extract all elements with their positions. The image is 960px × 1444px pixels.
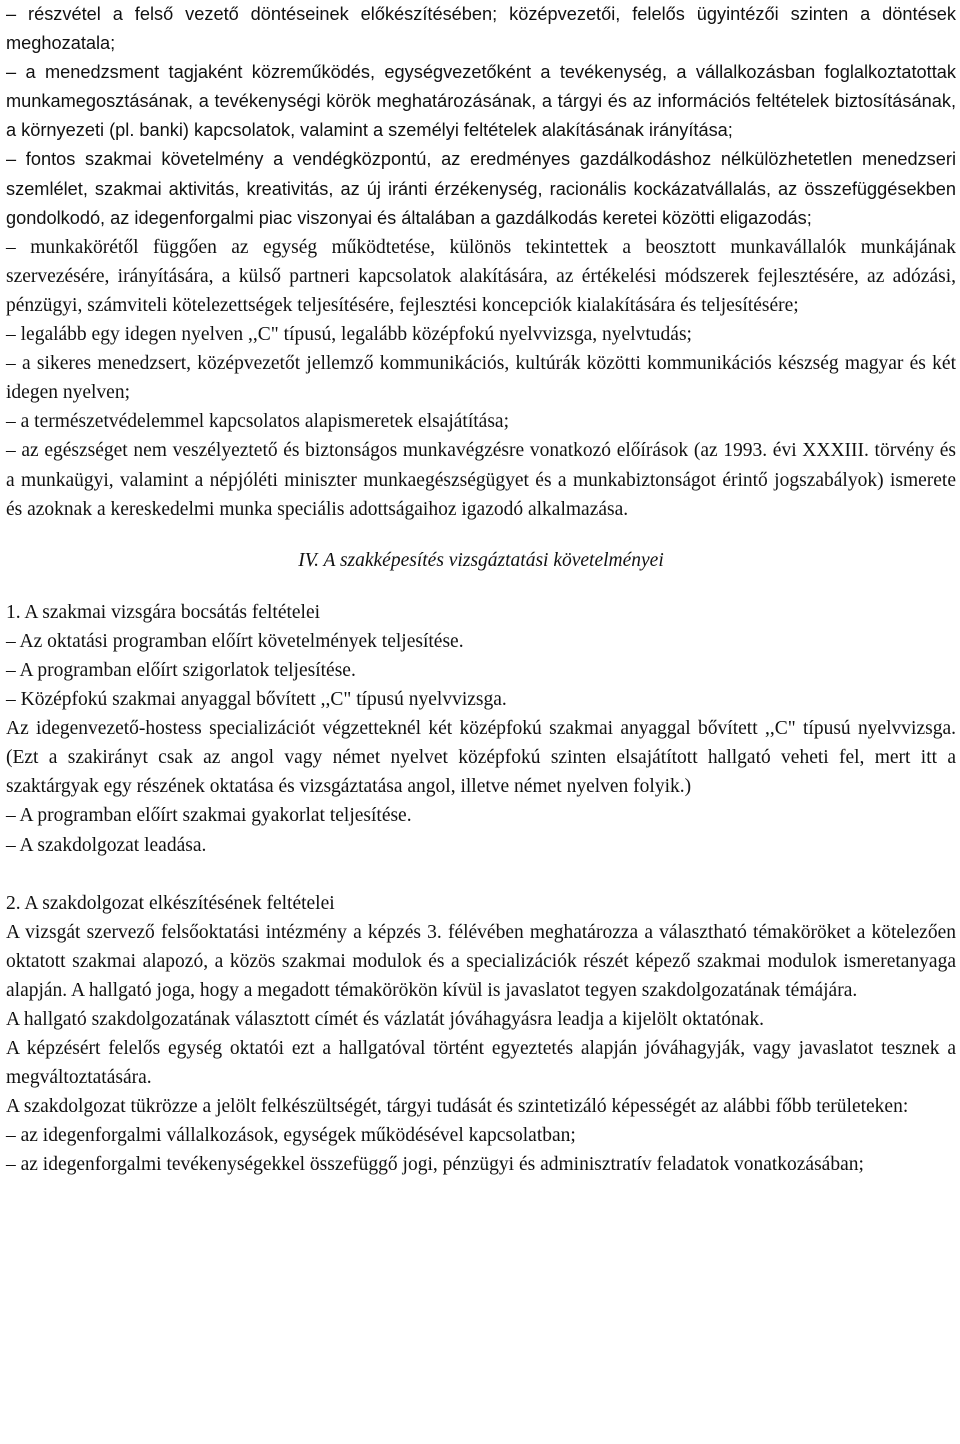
list-item: – az egészséget nem veszélyeztető és biztonságos munkavégzésre vonatkozó előírások (az 1993. évi XXXIII. törvény és a munkaügyi, valamint a népjóléti miniszter munkaegészségügyet és a munkabiztonságot érintő jogszabályok) ismerete és azoknak a kereskedelmi munka speciális adottságaihoz igazodó alkalmazása. [6,440,956,520]
list-item: – A programban előírt szakmai gyakorlat teljesítése. [6,805,412,827]
competency-list [6,0,956,524]
list-item: – a természetvédelemmel kapcsolatos alapismeretek elsajátítása; [6,411,509,433]
paragraph: A hallgató szakdolgozatának választott címét és vázlatát jóváhagyásra leadja a kijelölt oktatónak. [6,1009,765,1030]
paragraph: A szakdolgozat tükrözze a jelölt felkészültségét, tárgyi tudását és szintetizáló képességét az alábbi főbb területeken: [6,1096,909,1118]
list-item: – A programban előírt szigorlatok teljesítése. [6,659,356,681]
list-item: – az idegenforgalmi vállalkozások, egységek működésével kapcsolatban; [6,1125,576,1147]
list-item: – a sikeres menedzsert, középvezetőt jellemző kommunikációs, kultúrák közötti kommunikációs készség magyar és két idegen nyelven; [6,353,956,404]
thesis-section [6,889,956,1180]
list-item: – fontos szakmai követelmény a vendégközpontú, az eredményes gazdálkodáshoz nélkülözhetetlen menedzseri szemlélet, szakmai aktivitás, kreativitás, az új iránti érzékenység, racionális kockázatvállalás, az összefüggésekben gondolkodó, az idegenforgalmi piac viszonyai és általában a gazdálkodás keretei közötti eligazodás; [6,149,956,228]
paragraph: A vizsgát szervező felsőoktatási intézmény a képzés 3. félévében meghatározza a választható témaköröket a kötelezően oktatott szakmai alapozó, a közös szakmai modulok és a specializációk részét képező szakmai modulok ismeretanyaga alapján. A hallgató joga, hogy a megadott témakörökön kívül is javaslatot tegyen szakdolgozatának témájára. [6,921,956,1001]
exam-admission-section [6,598,956,860]
paragraph: A képzésért felelős egység oktatói ezt a hallgatóval történt egyeztetés alapján jóváhagyják, vagy javaslatot tesznek a megváltoztatására. [6,1038,956,1089]
section-heading: IV. A szakképesítés vizsgáztatási követelményei [298,549,664,571]
subsection-title: 1. A szakmai vizsgára bocsátás feltételei [6,601,321,623]
list-item: – legalább egy idegen nyelven ,,C" típusú, legalább középfokú nyelvvizsga, nyelvtudás; [6,324,692,346]
list-item: – Az oktatási programban előírt követelmények teljesítése. [6,630,464,652]
paragraph: Az idegenvezető-hostess specializációt végzetteknél két középfokú szakmai anyaggal bővített ,,C" típusú nyelvvizsga. (Ezt a szakirányt csak az angol vagy német nyelvet középfokú szinten elsajátított hallgató veheti fel, mert itt a szaktárgyak egy részének oktatása és vizsgáztatása angol, illetve német nyelven folyik.) [6,718,956,798]
subsection-title: 2. A szakdolgozat elkészítésének feltételei [6,892,335,914]
list-item: – az idegenforgalmi tevékenységekkel összefüggő jogi, pénzügyi és adminisztratív feladatok vonatkozásában; [6,1154,864,1176]
spacer [6,860,956,889]
list-item: – a menedzsment tagjaként közreműködés, egységvezetőként a tevékenység, a vállalkozásban foglalkoztatottak munkamegosztásának, a tevékenységi körök meghatározásának, a tárgyi és az információs feltételek biztosításának, a környezeti (pl. banki) kapcsolatok, valamint a személyi feltételek alakításának irányítása; [6,62,956,141]
list-item: – Középfokú szakmai anyaggal bővített ,,C" típusú nyelvvizsga. [6,689,507,711]
list-item: – munkakörétől függően az egység működtetése, különös tekintettek a beosztott munkavállalók munkájának szervezésére, irányítására, a külső partneri kapcsolatok alakítására, az értékelési módszerek fejlesztésére, az adózási, pénzügyi, számviteli kötelezettségek teljesítésére, fejlesztési koncepciók kialakítására és teljesítésére; [6,236,956,316]
list-item: – A szakdolgozat leadása. [6,834,207,856]
list-item: – részvétel a felső vezető döntéseinek előkészítésében; középvezetői, felelős ügyintézői szinten a döntések meghozatala; [6,4,956,54]
